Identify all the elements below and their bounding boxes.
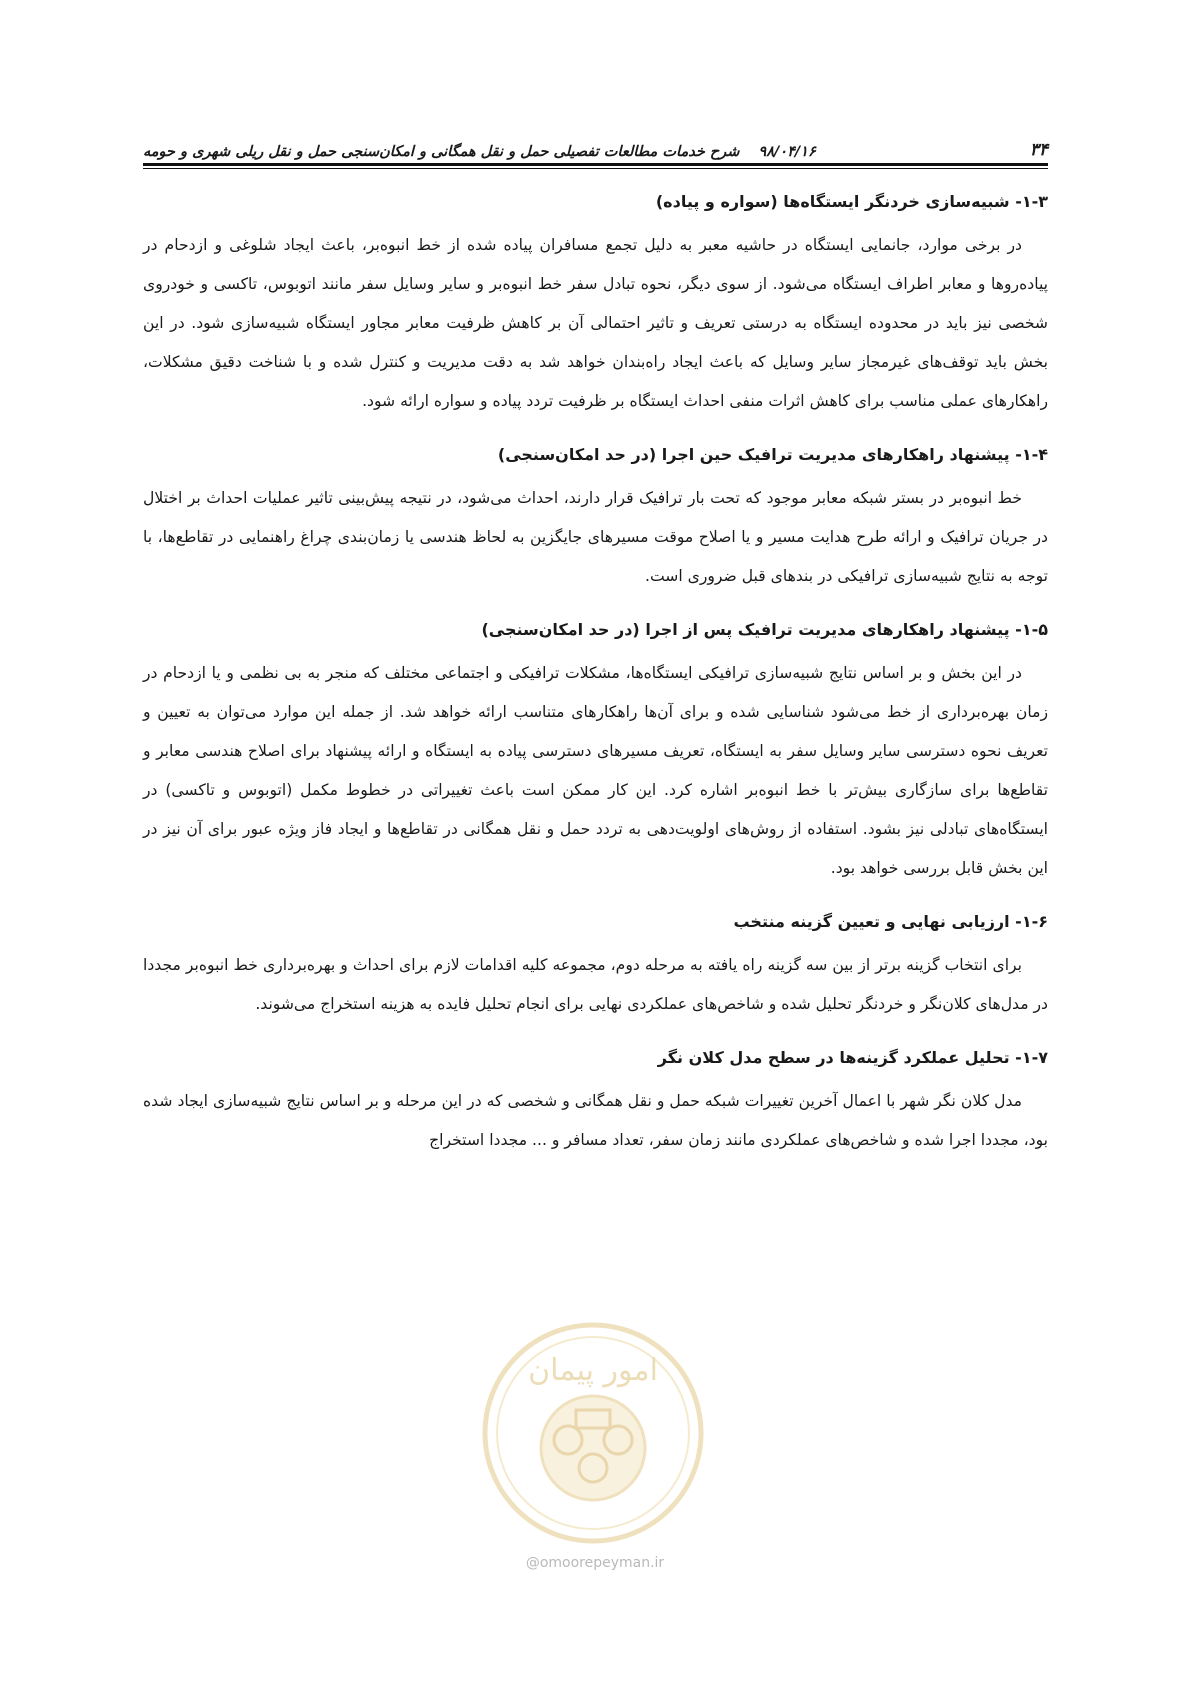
header-title-group [143, 144, 816, 160]
page-header [143, 128, 1048, 160]
header-date: ۹۸/۰۴/۱۶ [758, 144, 816, 160]
page-number: ۳۴ [1029, 140, 1048, 160]
section-heading: ۱-۴- پیشنهاد راهکارهای مدیریت ترافیک حین اجرا (در حد امکان‌سنجی) [497, 445, 1048, 464]
section-body: برای انتخاب گزینه برتر از بین سه گزینه راه یافته به مرحله دوم، مجموعه کلیه اقدامات لازم برای احداث و بهره‌برداری خط انبوه‌بر مجددا در مدل‌های کلان‌نگر و خردنگر تحلیل شده و شاخص‌های عملکردی نهایی برای انجام تحلیل فایده به هزینه استخراج می‌شوند. [143, 956, 1048, 1013]
section [143, 439, 1048, 596]
page-content [143, 186, 1048, 1178]
section-heading: ۱-۷- تحلیل عملکرد گزینه‌ها در سطح مدل کلان نگر [657, 1048, 1048, 1067]
section-body: خط انبوه‌بر در بستر شبکه معابر موجود که تحت بار ترافیک قرار دارند، احداث می‌شود، در نتیجه پیش‌بینی تاثیر عملیات احداث بر اختلال در جریان ترافیک و ارائه طرح هدایت مسیر و یا اصلاح موقت مسیرهای جایگزین به لحاظ هندسی یا زمان‌بندی چراغ راهنمایی در تقاطع‌ها، با توجه به نتایج شبیه‌سازی ترافیکی در بندهای قبل ضروری است. [143, 489, 1048, 585]
header-rule-thick [143, 163, 1048, 166]
section [143, 614, 1048, 888]
watermark-site: @omoorepeyman.ir [525, 1555, 665, 1571]
header-rule-thin [143, 168, 1048, 169]
section-heading: ۱-۶- ارزیابی نهایی و تعیین گزینه منتخب [733, 912, 1048, 931]
section-heading: ۱-۵- پیشنهاد راهکارهای مدیریت ترافیک پس از اجرا (در حد امکان‌سنجی) [481, 620, 1048, 639]
section-body: مدل کلان نگر شهر با اعمال آخرین تغییرات شبکه حمل و نقل همگانی و شخصی که در این مرحله و بر اساس نتایج شبیه‌سازی ایجاد شده بود، مجددا اجرا شده و شاخص‌های عملکردی مانند زمان سفر، تعداد مسافر و ... مجددا استخراج [143, 1092, 1048, 1149]
section [143, 1042, 1048, 1160]
section-heading: ۱-۳- شبیه‌سازی خردنگر ایستگاه‌ها (سواره و پیاده) [655, 192, 1048, 211]
header-title: شرح خدمات مطالعات تفصیلی حمل و نقل همگانی و امکان‌سنجی حمل و نقل ریلی شهری و حومه [143, 144, 740, 160]
section-body: در برخی موارد، جانمایی ایستگاه در حاشیه معبر به دلیل تجمع مسافران پیاده شده از خط انبوه‌بر، باعث ایجاد شلوغی و ازدحام در پیاده‌روها و معابر اطراف ایستگاه می‌شود. از سوی دیگر، نحوه تبادل سفر خط انبوه‌بر و سایر وسایل سفر مانند اتوبوس، تاکسی و خودروی شخصی نیز باید در محدوده ایستگاه به درستی تعریف و تاثیر احتمالی آن بر کاهش ظرفیت معابر مجاور ایستگاه شبیه‌سازی شود. در این بخش باید توقف‌های غیرمجاز سایر وسایل که باعث ایجاد راه‌بندان خواهد شد به دقت مدیریت و کنترل شده و با شناخت دقیق مشکلات، راهکارهای عملی مناسب برای کاهش اثرات منفی احداث ایستگاه بر ظرفیت تردد پیاده و سواره ارائه شود. [143, 236, 1048, 410]
section [143, 906, 1048, 1024]
section [143, 186, 1048, 421]
watermark-logo [478, 1318, 708, 1548]
watermark-logo-text: امور پیمان [528, 1353, 658, 1388]
section-body: در این بخش و بر اساس نتایج شبیه‌سازی ترافیکی ایستگاه‌ها، مشکلات ترافیکی و اجتماعی مختلف که منجر به بی نظمی و یا ازدحام در زمان بهره‌برداری از خط می‌شود شناسایی شده و برای آن‌ها راهکارهای متناسب ارائه خواهد شد. از جمله این موارد می‌توان به تعیین و تعریف نحوه دسترسی سایر وسایل سفر به ایستگاه، تعریف مسیرهای دسترسی پیاده به ایستگاه و ارائه پیشنهاد برای اصلاح هندسی معابر و تقاطع‌ها برای سازگاری بیش‌تر با خط انبوه‌بر اشاره کرد. این کار ممکن است باعث تغییراتی در خطوط مکمل (اتوبوس و تاکسی) در ایستگاه‌های تبادلی نیز بشود. استفاده از روش‌های اولویت‌دهی به تردد حمل و نقل همگانی در تقاطع‌ها و ایجاد فاز ویژه عبور برای آن نیز در این بخش قابل بررسی خواهد بود. [143, 664, 1048, 877]
